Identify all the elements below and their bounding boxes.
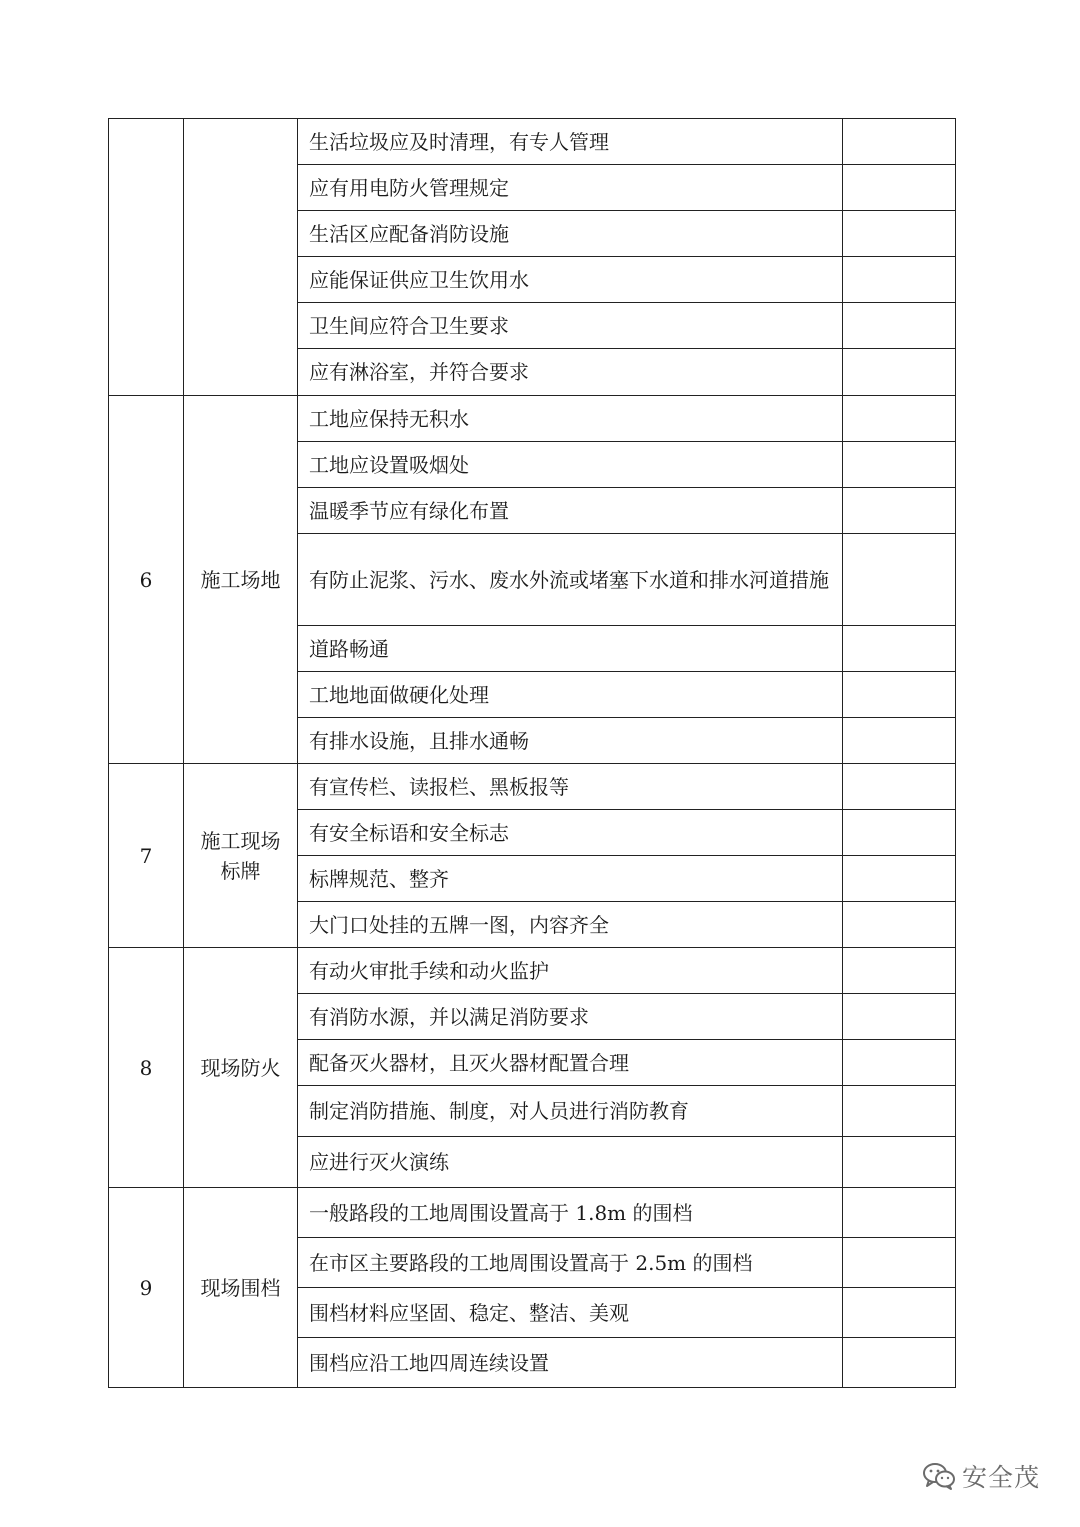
result-cell[interactable]: [843, 349, 956, 396]
check-item: 标牌规范、整齐: [298, 856, 843, 902]
table-row: [109, 396, 956, 442]
check-item: 生活区应配备消防设施: [298, 211, 843, 257]
check-item: 应有用电防火管理规定: [298, 165, 843, 211]
group-name-cell: [184, 1188, 298, 1388]
result-cell[interactable]: [843, 1238, 956, 1288]
result-cell[interactable]: [843, 119, 956, 165]
group-number: 6: [109, 396, 184, 764]
result-cell[interactable]: [843, 257, 956, 303]
check-item: 有安全标语和安全标志: [298, 810, 843, 856]
result-cell[interactable]: [843, 303, 956, 349]
check-item: 生活垃圾应及时清理，有专人管理: [298, 119, 843, 165]
group-name: 施工现场标牌: [200, 828, 281, 883]
table-row: [109, 1188, 956, 1238]
result-cell[interactable]: [843, 994, 956, 1040]
check-item: 工地应设置吸烟处: [298, 442, 843, 488]
result-cell[interactable]: [843, 718, 956, 764]
check-item: 工地地面做硬化处理: [298, 672, 843, 718]
result-cell[interactable]: [843, 1137, 956, 1188]
result-cell[interactable]: [843, 1338, 956, 1388]
result-cell[interactable]: [843, 165, 956, 211]
result-cell[interactable]: [843, 948, 956, 994]
group-name-cell: [184, 119, 298, 396]
check-item: 应进行灭火演练: [298, 1137, 843, 1188]
check-item: 应有淋浴室，并符合要求: [298, 349, 843, 396]
check-item: 在市区主要路段的工地周围设置高于 2.5m 的围档: [298, 1238, 843, 1288]
check-item: 配备灭火器材，且灭火器材配置合理: [298, 1040, 843, 1086]
result-cell[interactable]: [843, 534, 956, 626]
table-row: [109, 764, 956, 810]
check-item: 卫生间应符合卫生要求: [298, 303, 843, 349]
group-number: [109, 119, 184, 396]
group-number: 7: [109, 764, 184, 948]
check-item: 有消防水源，并以满足消防要求: [298, 994, 843, 1040]
check-item: 一般路段的工地周围设置高于 1.8m 的围档: [298, 1188, 843, 1238]
result-cell[interactable]: [843, 626, 956, 672]
table-row: [109, 119, 956, 165]
check-item: 温暖季节应有绿化布置: [298, 488, 843, 534]
check-item: 应能保证供应卫生饮用水: [298, 257, 843, 303]
group-name: 施工场地: [200, 567, 281, 592]
check-item: 有动火审批手续和动火监护: [298, 948, 843, 994]
check-item: 制定消防措施、制度，对人员进行消防教育: [298, 1086, 843, 1137]
result-cell[interactable]: [843, 810, 956, 856]
group-name: 现场防火: [200, 1055, 281, 1080]
safety-checklist-table: [108, 118, 956, 1388]
result-cell[interactable]: [843, 1086, 956, 1137]
check-item: 大门口处挂的五牌一图，内容齐全: [298, 902, 843, 948]
result-cell[interactable]: [843, 1040, 956, 1086]
check-item: 工地应保持无积水: [298, 396, 843, 442]
result-cell[interactable]: [843, 211, 956, 257]
check-item: 围档应沿工地四周连续设置: [298, 1338, 843, 1388]
check-item: 有宣传栏、读报栏、黑板报等: [298, 764, 843, 810]
result-cell[interactable]: [843, 442, 956, 488]
group-name-cell: [184, 396, 298, 764]
result-cell[interactable]: [843, 902, 956, 948]
watermark-text: 安全茂: [962, 1463, 1041, 1492]
table-row: [109, 948, 956, 994]
checklist-body: [109, 119, 956, 1388]
check-item: 围档材料应坚固、稳定、整洁、美观: [298, 1288, 843, 1338]
result-cell[interactable]: [843, 1288, 956, 1338]
group-number: 8: [109, 948, 184, 1188]
check-item: 道路畅通: [298, 626, 843, 672]
watermark: [922, 1458, 1040, 1494]
result-cell[interactable]: [843, 672, 956, 718]
result-cell[interactable]: [843, 1188, 956, 1238]
result-cell[interactable]: [843, 856, 956, 902]
group-name-cell: [184, 764, 298, 948]
check-item: 有排水设施，且排水通畅: [298, 718, 843, 764]
result-cell[interactable]: [843, 396, 956, 442]
group-number: 9: [109, 1188, 184, 1388]
result-cell[interactable]: [843, 764, 956, 810]
result-cell[interactable]: [843, 488, 956, 534]
check-item: 有防止泥浆、污水、废水外流或堵塞下水道和排水河道措施: [298, 534, 843, 626]
wechat-icon: [922, 1461, 956, 1491]
group-name-cell: [184, 948, 298, 1188]
group-name: 现场围档: [200, 1275, 281, 1300]
